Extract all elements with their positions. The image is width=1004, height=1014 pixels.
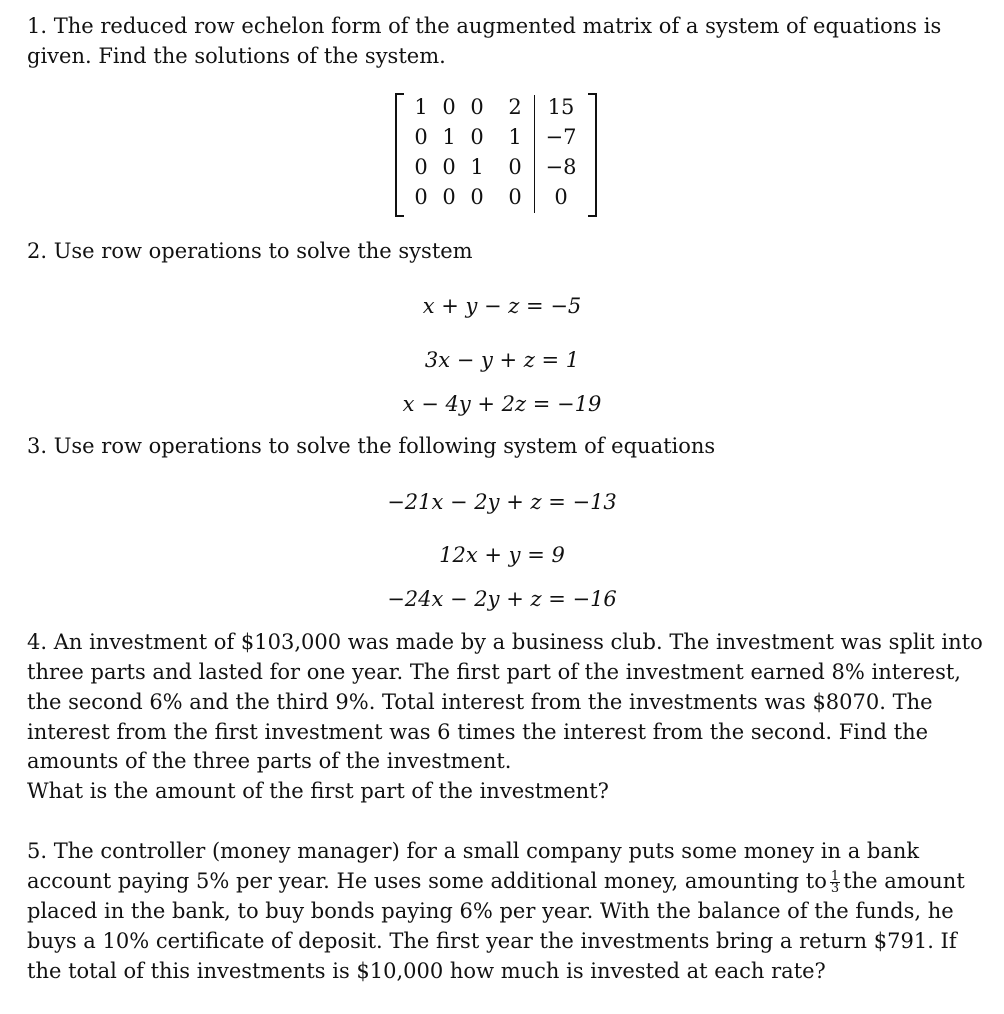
problem-4-line-3: the second 6% and the third 9%. Total interest from the investments was $8070. The	[27, 690, 933, 714]
matrix-cell: 0	[442, 155, 456, 179]
matrix-augment-divider	[534, 95, 535, 213]
problem-5-line-2	[27, 866, 964, 896]
matrix-cell: 0	[470, 125, 484, 149]
matrix-cell: 1	[414, 95, 428, 119]
problem-2-equation-1: x + y − z = −5	[422, 294, 582, 318]
matrix-augmented-cell: 0	[554, 185, 568, 209]
one-third-fraction	[830, 871, 840, 894]
problem-3-equation-1: −21x − 2y + z = −13	[387, 490, 617, 514]
problem-2-equation-3: x − 4y + 2z = −19	[402, 392, 602, 416]
problem-5-line-5: the total of this investments is $10,000 how much is invested at each rate?	[27, 959, 826, 983]
matrix-cell: 0	[470, 95, 484, 119]
problem-5-line-4: buys a 10% certificate of deposit. The first year the investments bring a return $791. If	[27, 929, 957, 953]
problem-2-heading: 2. Use row operations to solve the system	[27, 239, 473, 263]
matrix-augmented-cell: −7	[545, 125, 577, 149]
problem-4-line-5: amounts of the three parts of the investment.	[27, 749, 512, 773]
problem-5-line-2-start: account paying 5% per year. He uses some additional money, amounting to	[27, 869, 827, 893]
problem-5-line-3: placed in the bank, to buy bonds paying 6% per year. With the balance of the funds, he	[27, 899, 954, 923]
matrix-cell: 0	[414, 185, 428, 209]
problem-3-heading: 3. Use row operations to solve the following system of equations	[27, 434, 716, 458]
matrix-cell: 0	[508, 185, 522, 209]
fraction-numerator: 1	[830, 869, 840, 884]
matrix-cell: 0	[508, 155, 522, 179]
problem-3-equation-3: −24x − 2y + z = −16	[387, 587, 617, 611]
augmented-matrix	[395, 93, 597, 215]
matrix-cell: 0	[442, 185, 456, 209]
matrix-cell: 0	[442, 95, 456, 119]
problem-4-question: What is the amount of the first part of the investment?	[27, 779, 609, 803]
problem-5-line-2-end: the amount	[843, 869, 965, 893]
matrix-cell: 1	[442, 125, 456, 149]
problem-4-line-4: interest from the first investment was 6 times the interest from the second. Find the	[27, 720, 929, 744]
matrix-right-bracket	[588, 93, 597, 217]
fraction-denominator: 3	[830, 881, 840, 896]
problem-2-equation-2: 3x − y + z = 1	[424, 348, 580, 372]
matrix-left-bracket	[395, 93, 404, 217]
matrix-augmented-cell: 15	[547, 95, 575, 119]
problem-5-line-1: 5. The controller (money manager) for a small company puts some money in a bank	[27, 839, 920, 863]
problem-1-line-2: given. Find the solutions of the system.	[27, 44, 446, 68]
problem-4-line-2: three parts and lasted for one year. The first part of the investment earned 8% interest,	[27, 660, 961, 684]
matrix-cell: 0	[470, 185, 484, 209]
matrix-cell: 0	[414, 125, 428, 149]
matrix-cell: 1	[508, 125, 522, 149]
matrix-cell: 0	[414, 155, 428, 179]
matrix-augmented-cell: −8	[545, 155, 577, 179]
problem-1-line-1: 1. The reduced row echelon form of the augmented matrix of a system of equations is	[27, 14, 942, 38]
matrix-cell: 2	[508, 95, 522, 119]
matrix-cell: 1	[470, 155, 484, 179]
problem-4-line-1: 4. An investment of $103,000 was made by a business club. The investment was split into	[27, 630, 983, 654]
problem-3-equation-2: 12x + y = 9	[439, 543, 565, 567]
